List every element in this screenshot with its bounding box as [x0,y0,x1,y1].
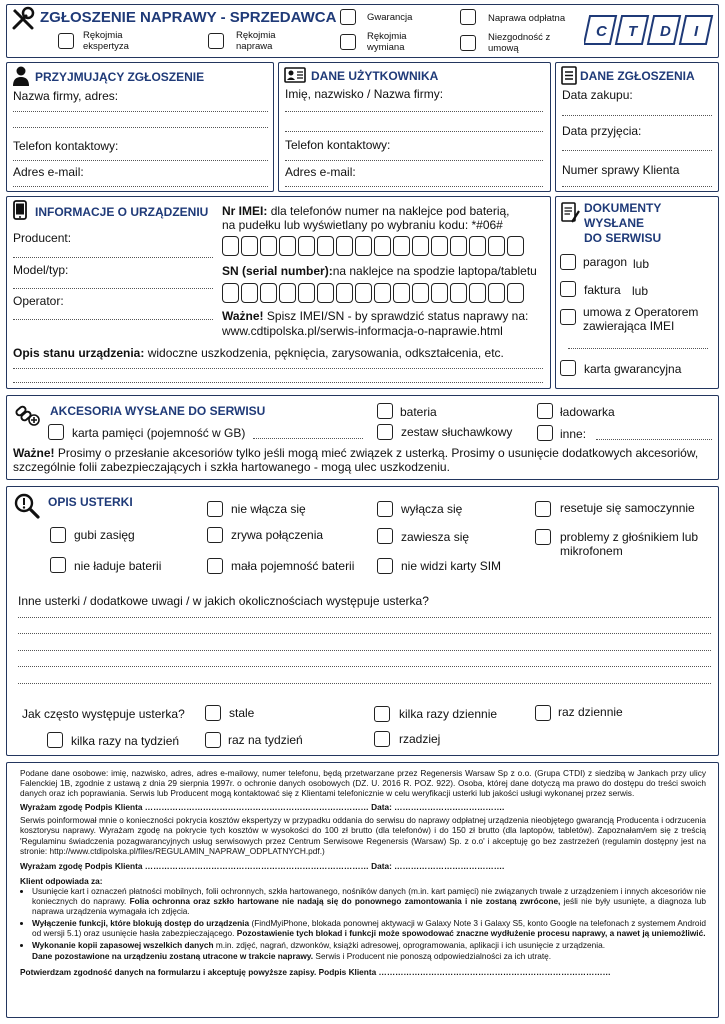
option-label: Rękojmia wymiana [367,31,407,53]
fault-label: resetuje się samoczynnie [560,501,695,515]
resp-bold: Pozostawienie tych blokad i funkcji może spowodować znaczne wydłużenie procesu naprawy, a nawet ją uniemożliwić. [236,928,706,939]
signed-document-icon [561,202,581,224]
note-text: Prosimy o przesłanie akcesoriów tylko jeśli mogą mieć związek z usterką. Prosimy o usunięcie dodatkowych akcesoriów, szczególnie folii zabezpieczających i szkła hartowanego - mogą ulec uszkodzeniu. [13,446,699,474]
checkbox-mala-pojemnosc[interactable] [207,558,223,574]
option-label: Gwarancja [367,12,413,23]
checkbox-nie-widzi-sim[interactable] [377,558,393,574]
resp-text: jeśli nie były usunięte, a diagnoza lub naprawa urządzenia wymagała ich zdjęcia. [32,896,707,917]
checkbox-kilka-dziennie[interactable] [374,706,390,722]
input-line[interactable] [13,160,268,161]
final-signature[interactable]: Potwierdzam zgodność danych na formularzu i akceptuję powyższe zapisy. Podpis Klienta ………………………………………………………………………… [20,966,611,977]
logo-tile [616,16,648,44]
frequency-option: rzadziej [399,732,441,746]
checkbox-wylacza[interactable] [377,501,393,517]
condition-bold: Opis stanu urządzenia: [13,346,145,360]
accessories-icon [14,402,40,426]
logo-tile [680,16,712,44]
frequency-option: stale [229,706,255,720]
responsibility-item [32,940,706,960]
checkbox-kilka-tydzien[interactable] [47,732,63,748]
field-label: Producent: [13,231,72,245]
input-line[interactable] [562,150,712,151]
logo-letter: C [596,23,607,40]
frequency-option: raz na tydzień [228,733,303,747]
imei-bold: Nr IMEI: [222,204,268,218]
documents-title-1: DOKUMENTY [584,201,662,215]
checkbox-rekojmia-ekspertyza[interactable] [58,33,74,49]
consent-signature-1[interactable]: Wyrażam zgodę Podpis Klienta ……………………………………………………………………… Data: …………………………………. [20,802,505,813]
sn-bold: SN (serial number): [222,264,333,278]
resp-text: Serwis i Producent nie ponoszą odpowiedzialności za ich utratę. [315,950,552,961]
checkbox-zawiesza[interactable] [377,528,393,544]
phone-icon [13,200,27,220]
client-responsibility-list [20,886,706,961]
input-line[interactable] [285,186,543,187]
checkbox-ladowarka[interactable] [537,403,553,419]
status-url[interactable]: www.cdtipolska.pl/serwis-informacja-o-naprawie.html [222,324,503,338]
checkbox-zrywa[interactable] [207,527,223,543]
checkbox-naprawa-odplatna[interactable] [460,9,476,25]
field-label: Operator: [13,294,64,308]
input-line[interactable] [562,115,712,116]
accessories-title: AKCESORIA WYSŁANE DO SERWISU [50,404,266,418]
frequency-label: Jak często występuje usterka? [22,707,185,721]
imei-info-2: na pudełku lub wyświetlany po wybraniu kodu: *#06# [222,218,503,232]
client-responsibility-title: Klient odpowiada za: [20,875,103,886]
field-label: Adres e-mail: [13,165,84,179]
checkbox-karta-pamieci[interactable] [48,424,64,440]
input-line[interactable] [13,368,543,369]
checkbox-glosnik[interactable] [535,529,551,545]
field-label: Telefon kontaktowy: [285,138,391,152]
fault-title: OPIS USTERKI [48,495,133,509]
checkbox-gwarancja[interactable] [340,9,356,25]
input-line[interactable] [13,257,213,258]
important-bold: Ważne! [222,309,264,323]
document-icon [561,66,577,85]
checkbox-paragon[interactable] [560,254,576,270]
resp-bold: Dane pozostawione na urządzeniu zostaną utracone w trakcie naprawy. [32,950,314,961]
tools-icon [10,6,36,32]
imei-digit-boxes[interactable] [222,236,526,256]
fault-label: nie widzi karty SIM [401,559,502,573]
accessory-label: karta pamięci (pojemność w GB) [72,426,246,440]
input-line[interactable] [18,650,711,651]
field-label: Data przyjęcia: [562,124,642,138]
input-line[interactable] [285,111,543,112]
option-label: Rękojmia naprawa [236,30,276,52]
claim-title: DANE ZGŁOSZENIA [580,69,695,83]
accessory-label: bateria [400,405,437,419]
id-card-icon [284,67,306,83]
paragon-label: paragon [583,255,628,269]
input-line[interactable] [285,160,543,161]
page-title: ZGŁOSZENIE NAPRAWY - SPRZEDAWCA [40,9,337,26]
checkbox-faktura[interactable] [560,281,576,297]
field-label: Adres e-mail: [285,165,356,179]
karta-label: karta gwarancyjna [584,362,682,376]
checkbox-raz-dziennie[interactable] [535,705,551,721]
field-label: Data zakupu: [562,88,633,102]
ctdi-logo [584,12,714,48]
resp-text: m.in. zdjęć, nagrań, dzwonków, książki adresowej, oprogramowania, aplikacji i ich usunięcie z urządzenia. [215,940,606,951]
checkbox-zestaw[interactable] [377,424,393,440]
checkbox-nie-laduje[interactable] [50,557,66,573]
input-line[interactable] [18,666,711,667]
fault-label: wyłącza się [401,502,463,516]
checkbox-rekojmia-wymiana[interactable] [340,34,356,50]
legal-text [20,768,706,977]
fault-label: gubi zasięg [74,528,135,542]
checkbox-gubi-zasieg[interactable] [50,527,66,543]
imei-text: dla telefonów numer na naklejce pod baterią, [270,204,510,218]
checkbox-rekojmia-naprawa[interactable] [208,33,224,49]
option-label: Naprawa odpłatna [488,13,566,24]
accessory-label: inne: [560,427,587,441]
documents-title-3: DO SERWISU [584,231,662,245]
field-label: Telefon kontaktowy: [13,139,119,153]
sn-digit-boxes[interactable] [222,283,526,303]
important-note [222,309,528,323]
lub-label: lub [632,284,649,298]
checkbox-raz-tydzien[interactable] [205,732,221,748]
input-line[interactable] [18,617,711,618]
input-line[interactable] [596,439,712,440]
resp-bold: Wyłączenie funkcji, które blokują dostęp do urządzenia [32,918,250,929]
logo-letter: D [660,23,671,40]
documents-title-2: WYSŁANE [584,216,644,230]
checkbox-karta-gwarancyjna[interactable] [560,360,576,376]
fault-label: zawiesza się [401,530,470,544]
input-line[interactable] [13,186,268,187]
sn-info [222,264,537,278]
checkbox-rzadziej[interactable] [374,731,390,747]
frequency-option: kilka razy dziennie [399,707,498,721]
fault-label: zrywa połączenia [231,528,324,542]
condition-text: widoczne uszkodzenia, pęknięcia, zarysowania, odkształcenia, etc. [147,346,504,360]
accessory-label: zestaw słuchawkowy [401,425,513,439]
logo-letter: T [628,23,638,40]
imei-info [222,204,510,218]
checkbox-niezgodnosc[interactable] [460,35,476,51]
user-title: DANE UŻYTKOWNIKA [311,69,439,83]
input-line[interactable] [18,683,711,684]
umowa-label: umowa z Operatorem zawierająca IMEI [583,305,699,333]
accessories-note [13,446,713,474]
fault-label: nie włącza się [231,502,306,516]
input-line[interactable] [562,186,712,187]
sn-text: na naklejce na spodzie laptopa/tabletu [332,264,537,278]
important-text: Spisz IMEI/SN - by sprawdzić status naprawy na: [266,309,529,323]
logo-tile [648,16,680,44]
checkbox-bateria[interactable] [377,403,393,419]
resp-bold: Wykonanie kopii zapasowej wszelkich danych [32,940,214,951]
field-label: Model/typ: [13,263,69,277]
input-line[interactable] [13,382,543,383]
lub-label: lub [633,257,650,271]
input-line[interactable] [285,131,543,132]
frequency-option: raz dziennie [558,705,623,719]
input-line[interactable] [18,633,711,634]
fault-label: problemy z głośnikiem lub mikrofonem [560,530,699,558]
checkbox-inne[interactable] [537,425,553,441]
person-icon [12,66,30,86]
field-label: Nazwa firmy, adres: [13,89,119,103]
privacy-paragraph: Podane dane osobowe: imię, nazwisko, adres, adres e-mailowy, numer telefonu, będą przetwarzane przez Regenersis Warsaw Sp z o.o. (Grupa CTDI) z siedzibą w Jankach przy ulicy Falenckiej 1B, zgodnie z ustawą z dnia 29 sierpnia 1997r. o ochronie danych osobowych (DZ. U. 2016 R. POZ. 922). Osoba, której dane dotyczą ma prawo do dostępu do treści swoich danych oraz ich poprawiania. Serwis lub Producent mogą kontaktować się z Klientami telefonicznie w celu weryfikacji usterki lub jakości usługi wykonanej przez serwis. [20,768,706,799]
input-line[interactable] [568,348,708,349]
logo-letter: I [694,23,699,40]
frequency-option: kilka razy na tydzień [71,734,180,748]
input-line[interactable] [13,127,268,128]
logo-tile [584,16,616,44]
field-label: Imię, nazwisko / Nazwa firmy: [285,87,444,101]
input-line[interactable] [13,111,268,112]
consent-signature-2[interactable]: Wyrażam zgodę Podpis Klienta ……………………………………………………………………… Data: …………………………………. [20,860,505,871]
receiver-title: PRZYJMUJĄCY ZGŁOSZENIE [35,70,205,84]
checkbox-nie-wlacza[interactable] [207,501,223,517]
checkbox-resetuje[interactable] [535,501,551,517]
input-line[interactable] [13,288,213,289]
input-line[interactable] [13,319,213,320]
other-faults-label: Inne usterki / dodatkowe uwagi / w jakich okolicznościach występuje usterka? [18,594,429,608]
accessory-label: ładowarka [560,405,615,419]
resp-text: (FindMyiPhone, blokada ponownej aktywacji w Galaxy Note 3 i Galaxy S5, konto Google na telefonach z systemem Android od wersji 5.1) oraz usunięcie hasła zabezpieczającego. [32,918,706,939]
responsibility-item [32,918,706,938]
fault-label: nie ładuje baterii [74,559,162,573]
note-bold: Ważne! [13,446,55,460]
option-label: Rękojmia ekspertyza [83,30,129,52]
device-title: INFORMACJE O URZĄDZENIU [35,205,209,219]
resp-text: Usunięcie kart i oznaczeń płatności mobilnych, folii ochronnych, szkła hartowanego, nośników danych (m.in. kart pamięci) nie związanych trwale z urządzeniem i innych akcesoriów nie koniecznych do naprawy. [32,885,706,907]
condition-label [13,346,504,360]
input-line[interactable] [253,438,363,439]
cost-paragraph: Serwis poinformował mnie o konieczności pokrycia kosztów ekspertyzy w przypadku oddania do serwisu do naprawy odpłatnej urządzenia nieobjętego gwarancją Producenta i odrzucenia kosztorysu naprawy. Wyrażam zgodę na pokrycie tych kosztów w wysokości do 100 zł brutto (dla telefonów) i do 150 zł brutto (dla laptopów, tabletów). Zapoznałam/em się z treścią 'Regulaminu świadczenia pozagwarancyjnych usług serwisowych przez Centrum Serwisowe Regenersis (Warsaw) Sp. z o.o' i akceptuję go bez zastrzeżeń (regulamin dostępny jest na stronie: http://www.ctdipolska.pl/files/REGULAMIN_NAPRAW_ODPLATNYCH.pdf.) [20,815,706,856]
checkbox-umowa[interactable] [560,309,576,325]
field-label: Numer sprawy Klienta [562,163,680,177]
resp-bold: Folia ochronna oraz szkło hartowane nie nadają się do ponownego zamontowania i nie zostaną zwrócone, [129,896,561,907]
magnifier-icon [14,493,40,519]
checkbox-stale[interactable] [205,705,221,721]
fault-label: mała pojemność baterii [231,559,355,573]
faktura-label: faktura [584,283,621,297]
responsibility-item [32,886,706,916]
option-label: Niezgodność z umową [488,32,551,54]
